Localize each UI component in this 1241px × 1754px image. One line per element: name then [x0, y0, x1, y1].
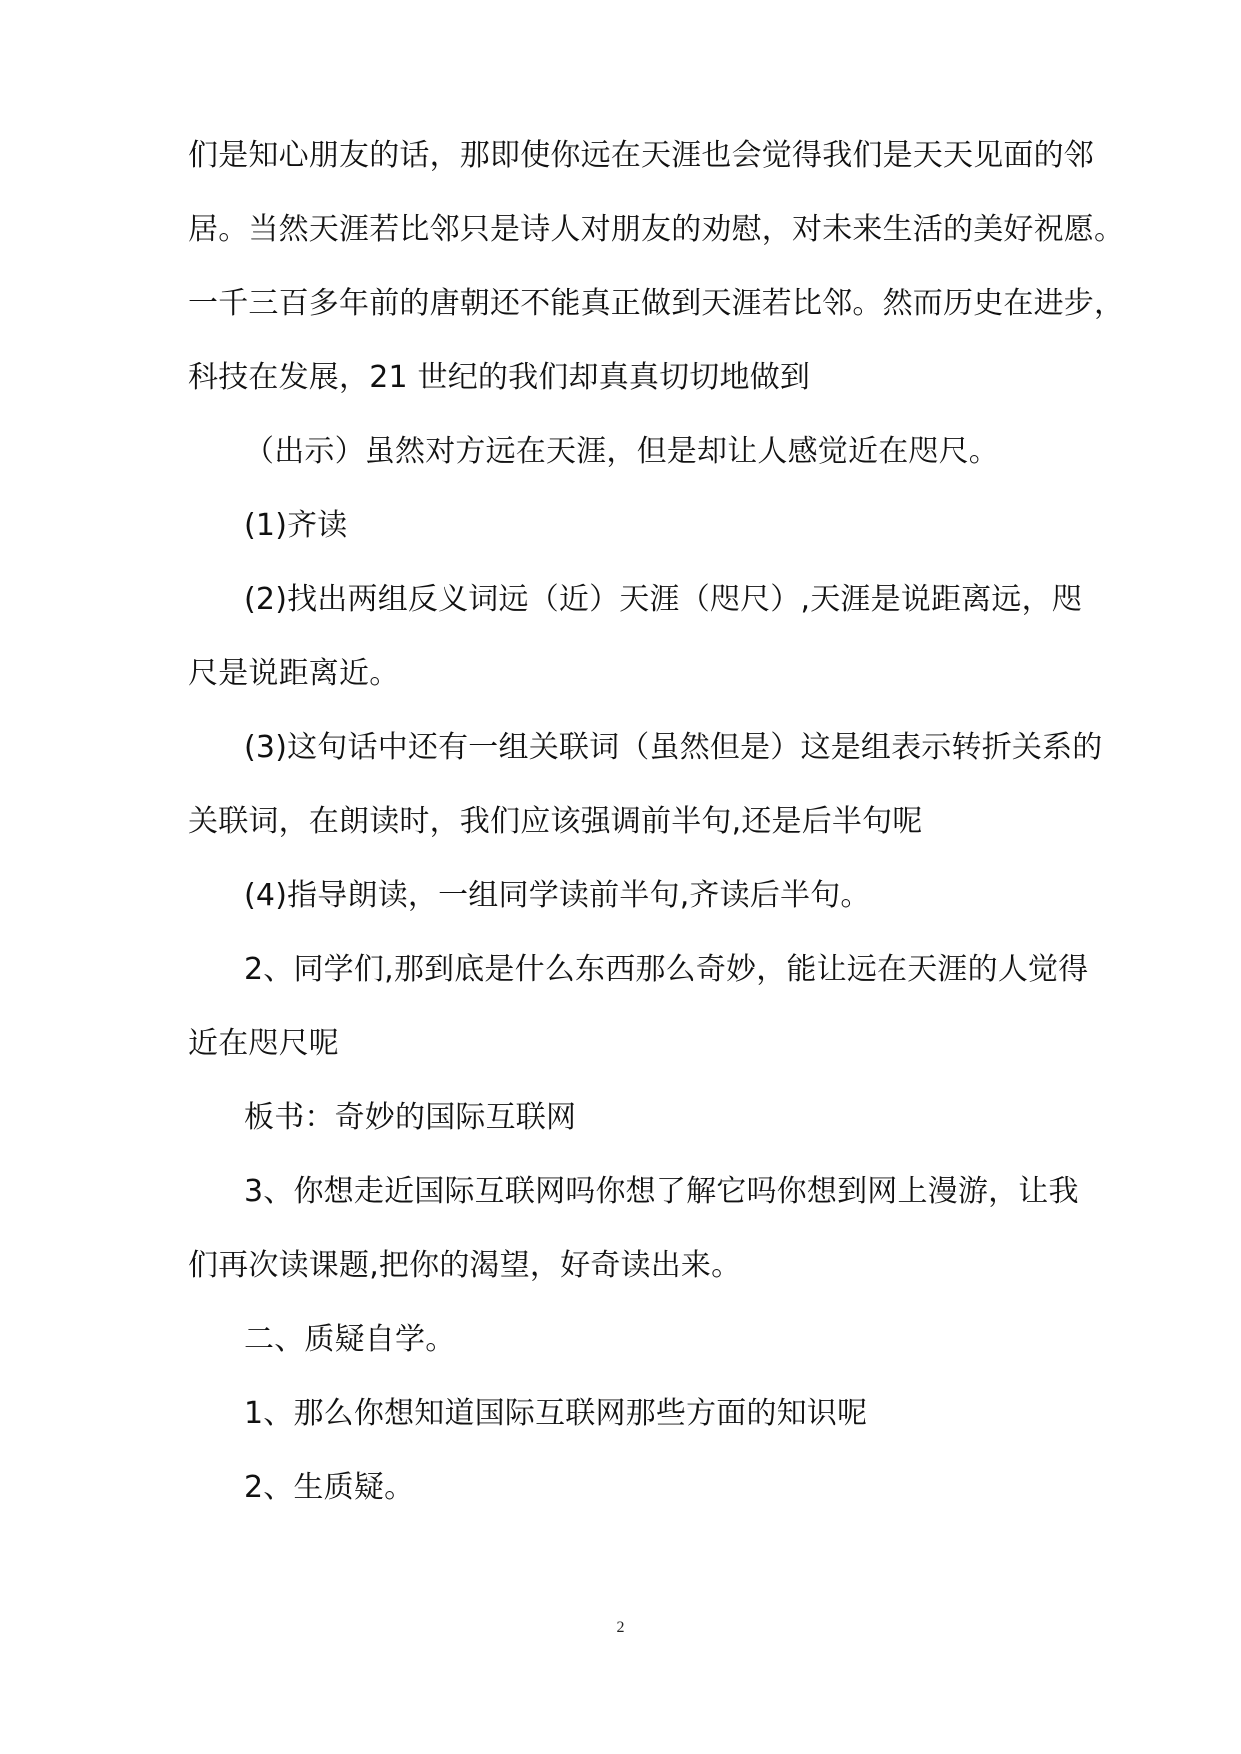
text-line: 近在咫尺呢 [188, 1026, 339, 1061]
text-line: 尺是说距离近。 [188, 656, 400, 691]
text-line: (1)齐读 [244, 508, 348, 543]
text-line: (2)找出两组反义词远（近）天涯（咫尺）,天涯是说距离远，咫 [244, 582, 1083, 617]
text-line: 二、质疑自学。 [244, 1322, 456, 1357]
text-line: 们是知心朋友的话，那即使你远在天涯也会觉得我们是天天见面的邻 [188, 138, 1094, 173]
text-line: 们再次读课题,把你的渴望，好奇读出来。 [188, 1248, 742, 1283]
text-line: 关联词，在朗读时，我们应该强调前半句,还是后半句呢 [188, 804, 923, 839]
text-line: 2、生质疑。 [244, 1470, 415, 1505]
text-line: (3)这句话中还有一组关联词（虽然但是）这是组表示转折关系的 [244, 730, 1103, 765]
page-number: 2 [616, 1619, 625, 1636]
text-line: 居。当然天涯若比邻只是诗人对朋友的劝慰，对未来生活的美好祝愿。 [188, 212, 1125, 247]
text-line: (4)指导朗读，一组同学读前半句,齐读后半句。 [244, 878, 871, 913]
text-line: 板书：奇妙的国际互联网 [244, 1100, 577, 1135]
text-line: 一千三百多年前的唐朝还不能真正做到天涯若比邻。然而历史在进步， [188, 286, 1125, 321]
text-line: 1、那么你想知道国际互联网那些方面的知识呢 [244, 1396, 868, 1431]
text-line: 科技在发展，21 世纪的我们却真真切切地做到 [188, 360, 811, 395]
text-line: 3、你想走近国际互联网吗你想了解它吗你想到网上漫游，让我 [244, 1174, 1079, 1209]
text-line: 2、同学们,那到底是什么东西那么奇妙，能让远在天涯的人觉得 [244, 952, 1089, 987]
text-line: （出示）虽然对方远在天涯，但是却让人感觉近在咫尺。 [244, 434, 999, 469]
